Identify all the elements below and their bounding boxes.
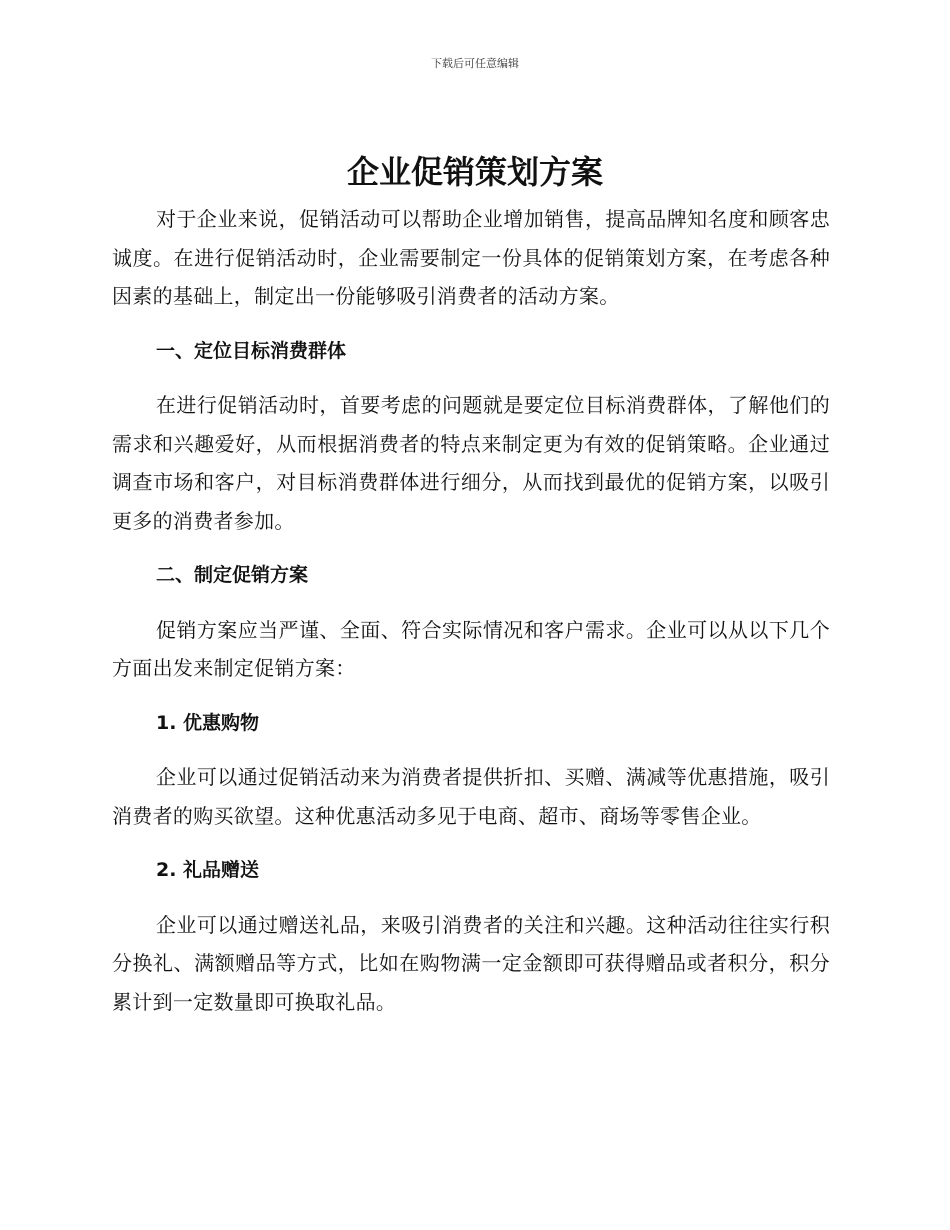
item-2-heading: 2. 礼品赠送 (156, 859, 260, 881)
item-1-heading: 1. 优惠购物 (156, 711, 260, 734)
spacer (112, 370, 830, 386)
section-2-paragraph: 促销方案应当严谨、全面、符合实际情况和客户需求。企业可以从以下几个方面出发来制定促销方案： (112, 617, 830, 680)
document-title: 企业促销策划方案 (346, 153, 603, 191)
spacer (112, 540, 830, 556)
spacer (112, 890, 830, 906)
section-1-paragraph: 在进行促销活动时，首要考虑的问题就是要定位目标消费群体，了解他们的需求和兴趣爱好，从而根据消费者的特点来制定更为有效的促销策略。企业通过调查市场和客户，对目标消费群体进行细分，从而找到最优的促销方案，以吸引更多的消费者参加。 (112, 393, 830, 533)
spacer (112, 316, 830, 332)
intro-paragraph: 对于企业来说，促销活动可以帮助企业增加销售，提高品牌知名度和顾客忠诚度。在进行促销活动时，企业需要制定一份具体的促销策划方案，在考虑各种因素的基础上，制定出一份能够吸引消费者的活动方案。 (112, 207, 830, 308)
spacer (112, 688, 830, 704)
document-body (112, 200, 830, 1021)
section-2-heading: 二、制定促销方案 (156, 564, 309, 586)
item-1-paragraph: 企业可以通过促销活动来为消费者提供折扣、买赠、满减等优惠措施，吸引消费者的购买欲望。这种优惠活动多见于电商、超市、商场等零售企业。 (112, 765, 830, 828)
spacer (112, 595, 830, 611)
section-1-heading: 一、定位目标消费群体 (156, 339, 347, 362)
item-2-paragraph: 企业可以通过赠送礼品，来吸引消费者的关注和兴趣。这种活动往往实行积分换礼、满额赠品等方式，比如在购物满一定金额即可获得赠品或者积分，积分累计到一定数量即可换取礼品。 (112, 912, 830, 1014)
spacer (112, 742, 830, 758)
header-note: 下载后可任意编辑 (431, 57, 519, 70)
spacer (112, 835, 830, 851)
